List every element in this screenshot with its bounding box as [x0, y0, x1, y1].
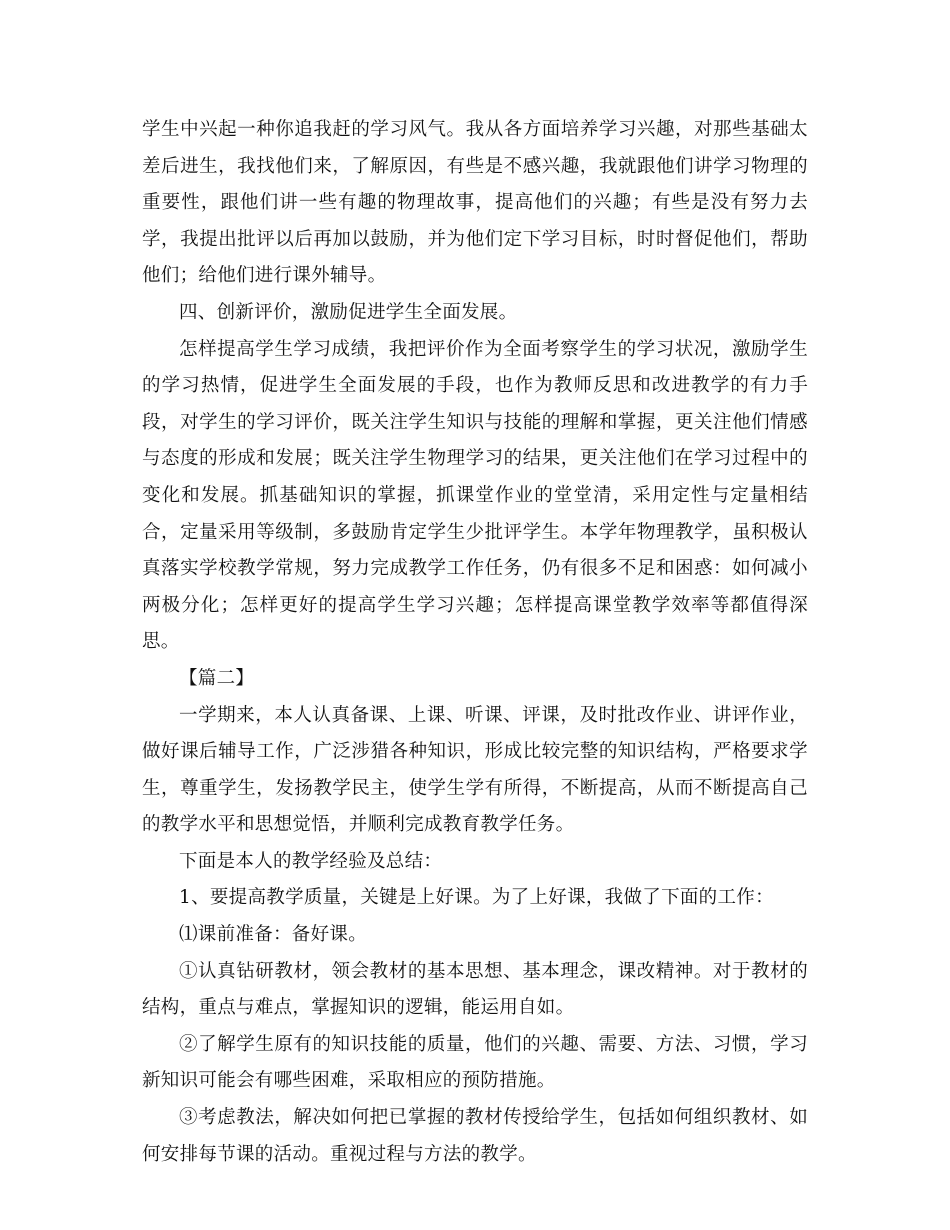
paragraph-study-atmosphere: 学生中兴起一种你追我赶的学习风气。我从各方面培养学习兴趣，对那些基础太差后进生，我找他们来，了解原因，有些是不感兴趣，我就跟他们讲学习物理的重要性，跟他们讲一些有趣的物理故事，提高他们的兴趣；有些是没有努力去学，我提出批评以后再加以鼓励，并为他们定下学习目标，时时督促他们，帮助他们；给他们进行课外辅导。	[142, 119, 808, 287]
document-body	[142, 112, 808, 1173]
list-item-1: 1、要提高教学质量，关键是上好课。为了上好课，我做了下面的工作：	[179, 887, 774, 909]
sub-item-circled-2: ②了解学生原有的知识技能的质量，他们的兴趣、需要、方法、习惯，学习新知识可能会有哪些困难，采取相应的预防措施。	[142, 1033, 808, 1092]
sub-item-circled-1: ①认真钻研教材，领会教材的基本思想、基本理念，课改精神。对于教材的结构，重点与难点，掌握知识的逻辑，能运用自如。	[142, 960, 808, 1019]
sub-item-1: ⑴课前准备：备好课。	[179, 924, 368, 946]
paragraph-experience-intro: 下面是本人的教学经验及总结：	[179, 850, 443, 872]
section-heading-evaluation: 四、创新评价，激励促进学生全面发展。	[179, 301, 518, 323]
part-two-heading: 【篇二】	[179, 667, 255, 689]
sub-item-circled-3: ③考虑教法，解决如何把已掌握的教材传授给学生，包括如何组织教材、如何安排每节课的活动。重视过程与方法的教学。	[142, 1107, 808, 1165]
paragraph-semester-summary: 一学期来，本人认真备课、上课、听课、评课，及时批改作业、讲评作业，做好课后辅导工作，广泛涉猎各种知识，形成比较完整的知识结构，严格要求学生，尊重学生，发扬教学民主，使学生学有所得，不断提高，从而不断提高自己的教学水平和思想觉悟，并顺利完成教育教学任务。	[142, 704, 808, 836]
paragraph-evaluation: 怎样提高学生学习成绩，我把评价作为全面考察学生的学习状况，激励学生的学习热情，促进学生全面发展的手段，也作为教师反思和改进教学的有力手段，对学生的学习评价，既关注学生知识与技能的理解和掌握，更关注他们情感与态度的形成和发展；既关注学生物理学习的结果，更关注他们在学习过程中的变化和发展。抓基础知识的掌握，抓课堂作业的堂堂清，采用定性与定量相结合，定量采用等级制，多鼓励肯定学生少批评学生。本学年物理教学，虽积极认真落实学校教学常规，努力完成教学工作任务，仍有很多不足和困惑：如何减小两极分化；怎样更好的提高学生学习兴趣；怎样提高课堂教学效率等都值得深思。	[142, 338, 808, 653]
